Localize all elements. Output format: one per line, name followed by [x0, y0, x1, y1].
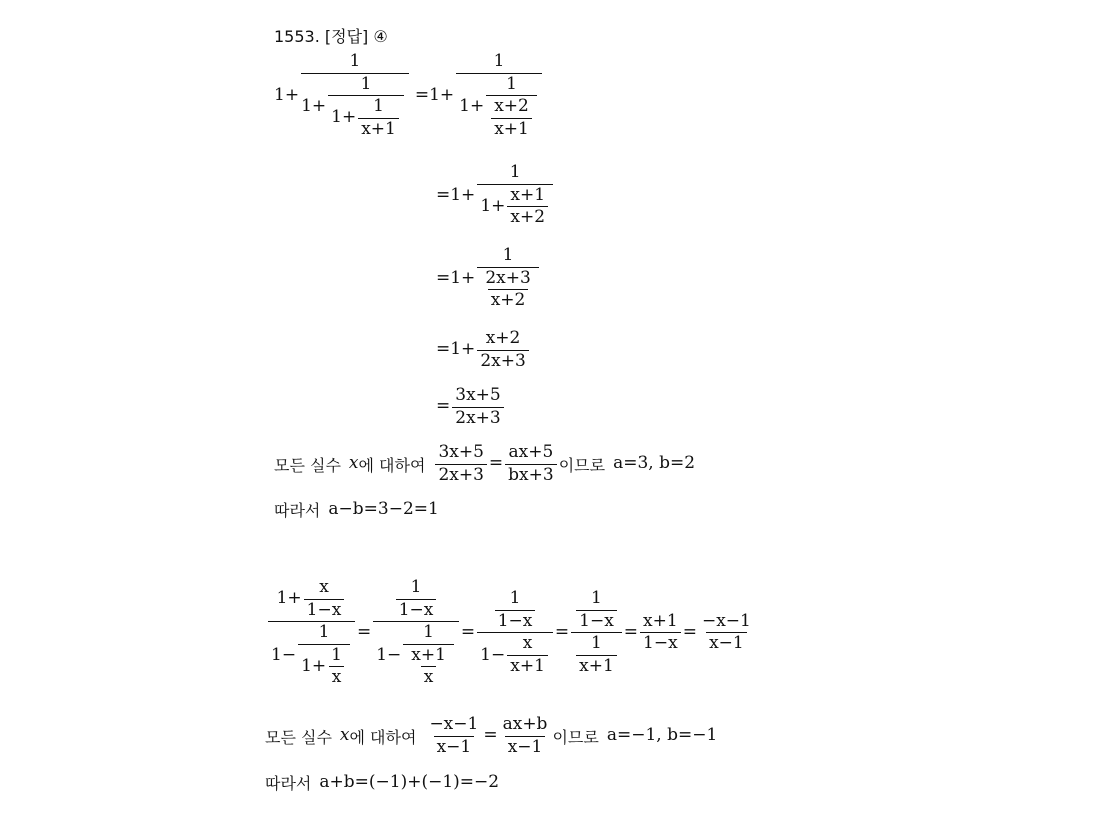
- s1-therefore: 따라서 a−b=3−2=1: [274, 498, 439, 520]
- s1-line-5: = $\frac{3x+5}{2x+3}$: [436, 386, 506, 428]
- s1-line-2: =1+ 1 1+ $\frac{x+1}{x+2}$: [436, 163, 555, 228]
- s2-conclusion: 모든 실수 x 에 대하여 $\frac{-x-1}{x-1}$ = $\frac{ax+b}{x-1}$ 이므로 a=−1, b=−1: [265, 714, 718, 757]
- term: =1+: [414, 84, 455, 105]
- s1-conclusion: 모든 실수 x 에 대하여 $\frac{3x+5}{2x+3}$ = $\frac{ax+5}{bx+3}$ 이므로 a=3, b=2: [274, 442, 696, 485]
- term: 1+: [274, 84, 300, 105]
- s1-line-3: =1+ $\frac{1}{\frac{2x+3}{x+2}}$: [436, 246, 541, 311]
- s1-line-4: =1+ $\frac{x+2}{2x+3}$: [436, 329, 531, 371]
- s1-line-1: 1+ 1 1+ 1 1+ $\frac{1}{x+1}$ =1+ 1 1+ $\frac{1}{\frac{x+2}{x+1}}$: [274, 52, 544, 139]
- problem-header: 1553. [정답] ④: [274, 27, 388, 46]
- s2-therefore: 따라서 a+b=(−1)+(−1)=−2: [265, 771, 500, 793]
- s2-equation: 1+ $\frac{x}{1-x}$ 1− 1 1+ $\frac{1}{x}$ = $\frac{1}{1-x}$ 1− $\frac{1}{\frac{x+1}{x}}$ = $\frac{1}{1-x}$ 1− $\frac{x}{x+1}$ = $\frac{\frac{1}{1-x}}{\frac{1}{x+1}}$ = $\frac{x+1}{1-x}$ = $\frac{-x-1}{x-1}$: [266, 578, 756, 688]
- fraction: 1 1+ 1 1+ $\frac{1}{x+1}$: [301, 52, 409, 139]
